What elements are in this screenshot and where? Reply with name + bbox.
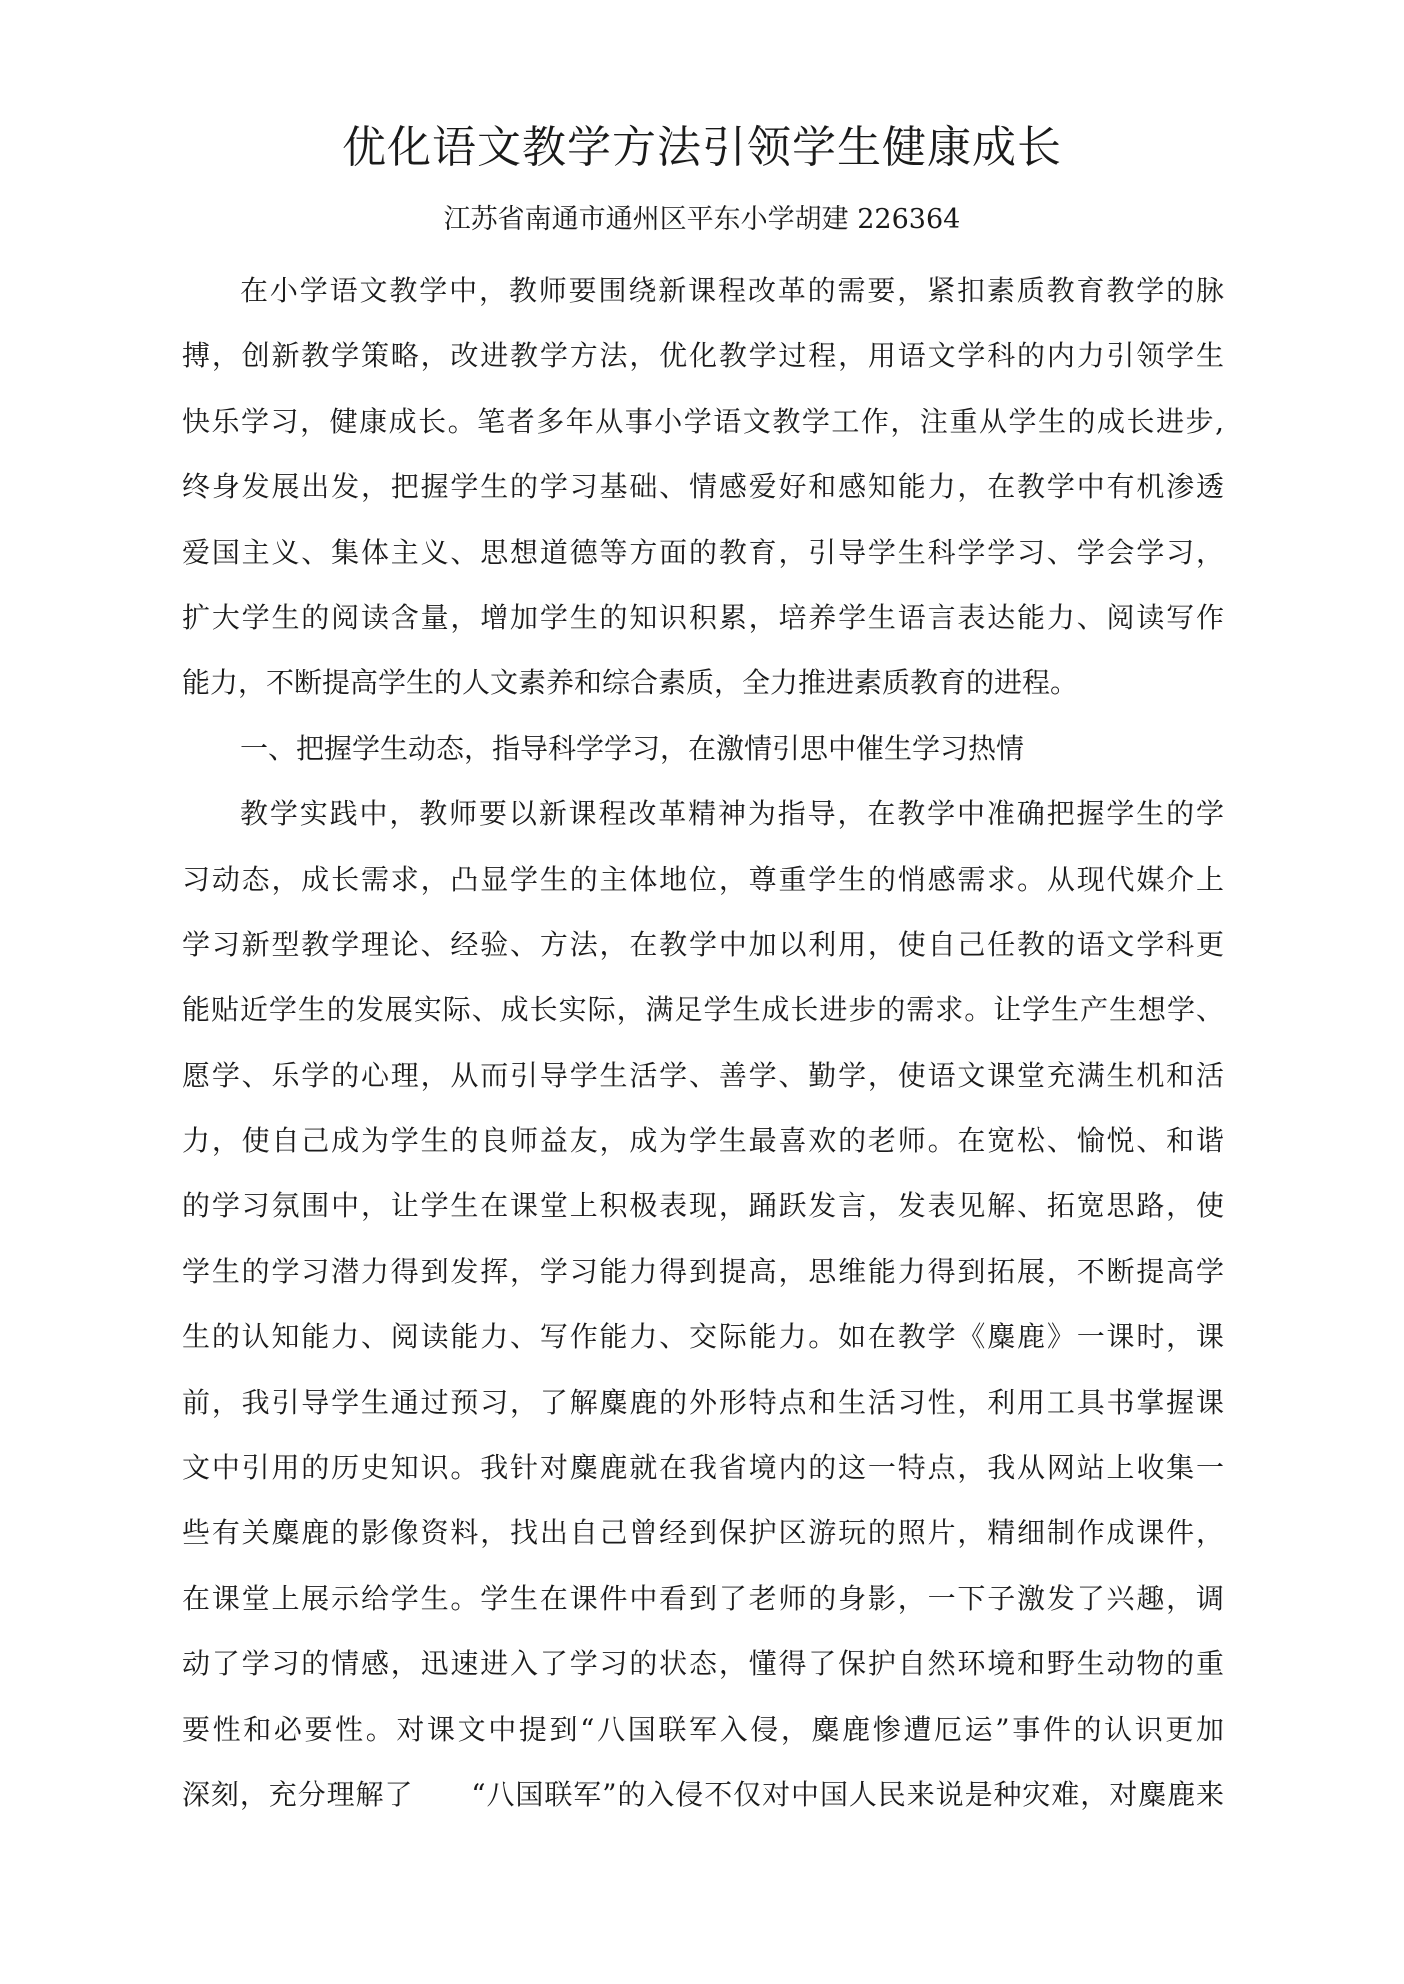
text-line: 在课堂上展示给学生。学生在课件中看到了老师的身影，一下子激发了兴趣，调: [182, 1581, 1224, 1615]
text-line: 搏，创新教学策略，改进教学方法，优化教学过程，用语文学科的内力引领学生: [182, 339, 1224, 373]
author-line: 江苏省南通市通州区平东小学胡建 226364: [443, 204, 961, 235]
text-line: 学习新型教学理论、经验、方法，在教学中加以利用，使自己任教的语文学科更: [182, 927, 1224, 961]
text-line: 愿学、乐学的心理，从而引导学生活学、善学、勤学，使语文课堂充满生机和活: [182, 1058, 1224, 1092]
text-line: 快乐学习，健康成长。笔者多年从事小学语文教学工作，注重从学生的成长进步,: [182, 404, 1224, 438]
text-line: 终身发展出发，把握学生的学习基础、情感爱好和感知能力，在教学中有机渗透: [182, 470, 1224, 504]
text-line: 爱国主义、集体主义、思想道德等方面的教育，引导学生科学学习、学会学习，: [182, 535, 1224, 569]
text-line: 在小学语文教学中，教师要围绕新课程改革的需要，紧扣素质教育教学的脉: [240, 274, 1224, 307]
text-line: 文中引用的历史知识。我针对麋鹿就在我省境内的这一特点，我从网站上收集一: [182, 1451, 1224, 1485]
text-line: 习动态，成长需求，凸显学生的主体地位，尊重学生的悄感需求。从现代媒介上: [182, 862, 1224, 896]
text-line: 些有关麋鹿的影像资料，找出自己曾经到保护区游玩的照片，精细制作成课件，: [182, 1516, 1224, 1550]
text-line: 能力，不断提高学生的人文素养和综合素质，全力推进素质教育的进程。: [182, 666, 1079, 700]
text-line: 生的认知能力、阅读能力、写作能力、交际能力。如在教学《麋鹿》一课时，课: [182, 1320, 1224, 1354]
text-line: 一、把握学生动态，指导科学学习，在激情引思中催生学习热情: [240, 731, 1025, 765]
text-line: 深刻，充分理解了 “八国联军”的入侵不仅对中国人民来说是种灾难，对麋鹿来: [182, 1777, 1224, 1811]
text-line: 的学习氛围中，让学生在课堂上积极表现，踊跃发言，发表见解、拓宽思路，使: [182, 1189, 1224, 1223]
text-line: 扩大学生的阅读含量，增加学生的知识积累，培养学生语言表达能力、阅读写作: [182, 600, 1224, 634]
document-title: 优化语文教学方法引领学生健康成长: [342, 122, 1062, 173]
text-line: 教学实践中，教师要以新课程改革精神为指导，在教学中准确把握学生的学: [240, 797, 1224, 831]
text-line: 动了学习的情感，迅速进入了学习的状态，懂得了保护自然环境和野生动物的重: [182, 1647, 1224, 1681]
text-line: 学生的学习潜力得到发挥，学习能力得到提高，思维能力得到拓展，不断提高学: [182, 1254, 1224, 1288]
text-line: 前，我引导学生通过预习，了解麋鹿的外形特点和生活习性，利用工具书掌握课: [182, 1385, 1224, 1419]
text-line: 力，使自己成为学生的良师益友，成为学生最喜欢的老师。在宽松、愉悦、和谐: [182, 1124, 1224, 1158]
text-line: 能贴近学生的发展实际、成长实际，满足学生成长进步的需求。让学生产生想学、: [182, 993, 1224, 1027]
body-text: [182, 258, 1224, 1827]
text-line: 要性和必要性。对课文中提到“八国联军入侵，麋鹿惨遭厄运”事件的认识更加: [182, 1712, 1224, 1746]
